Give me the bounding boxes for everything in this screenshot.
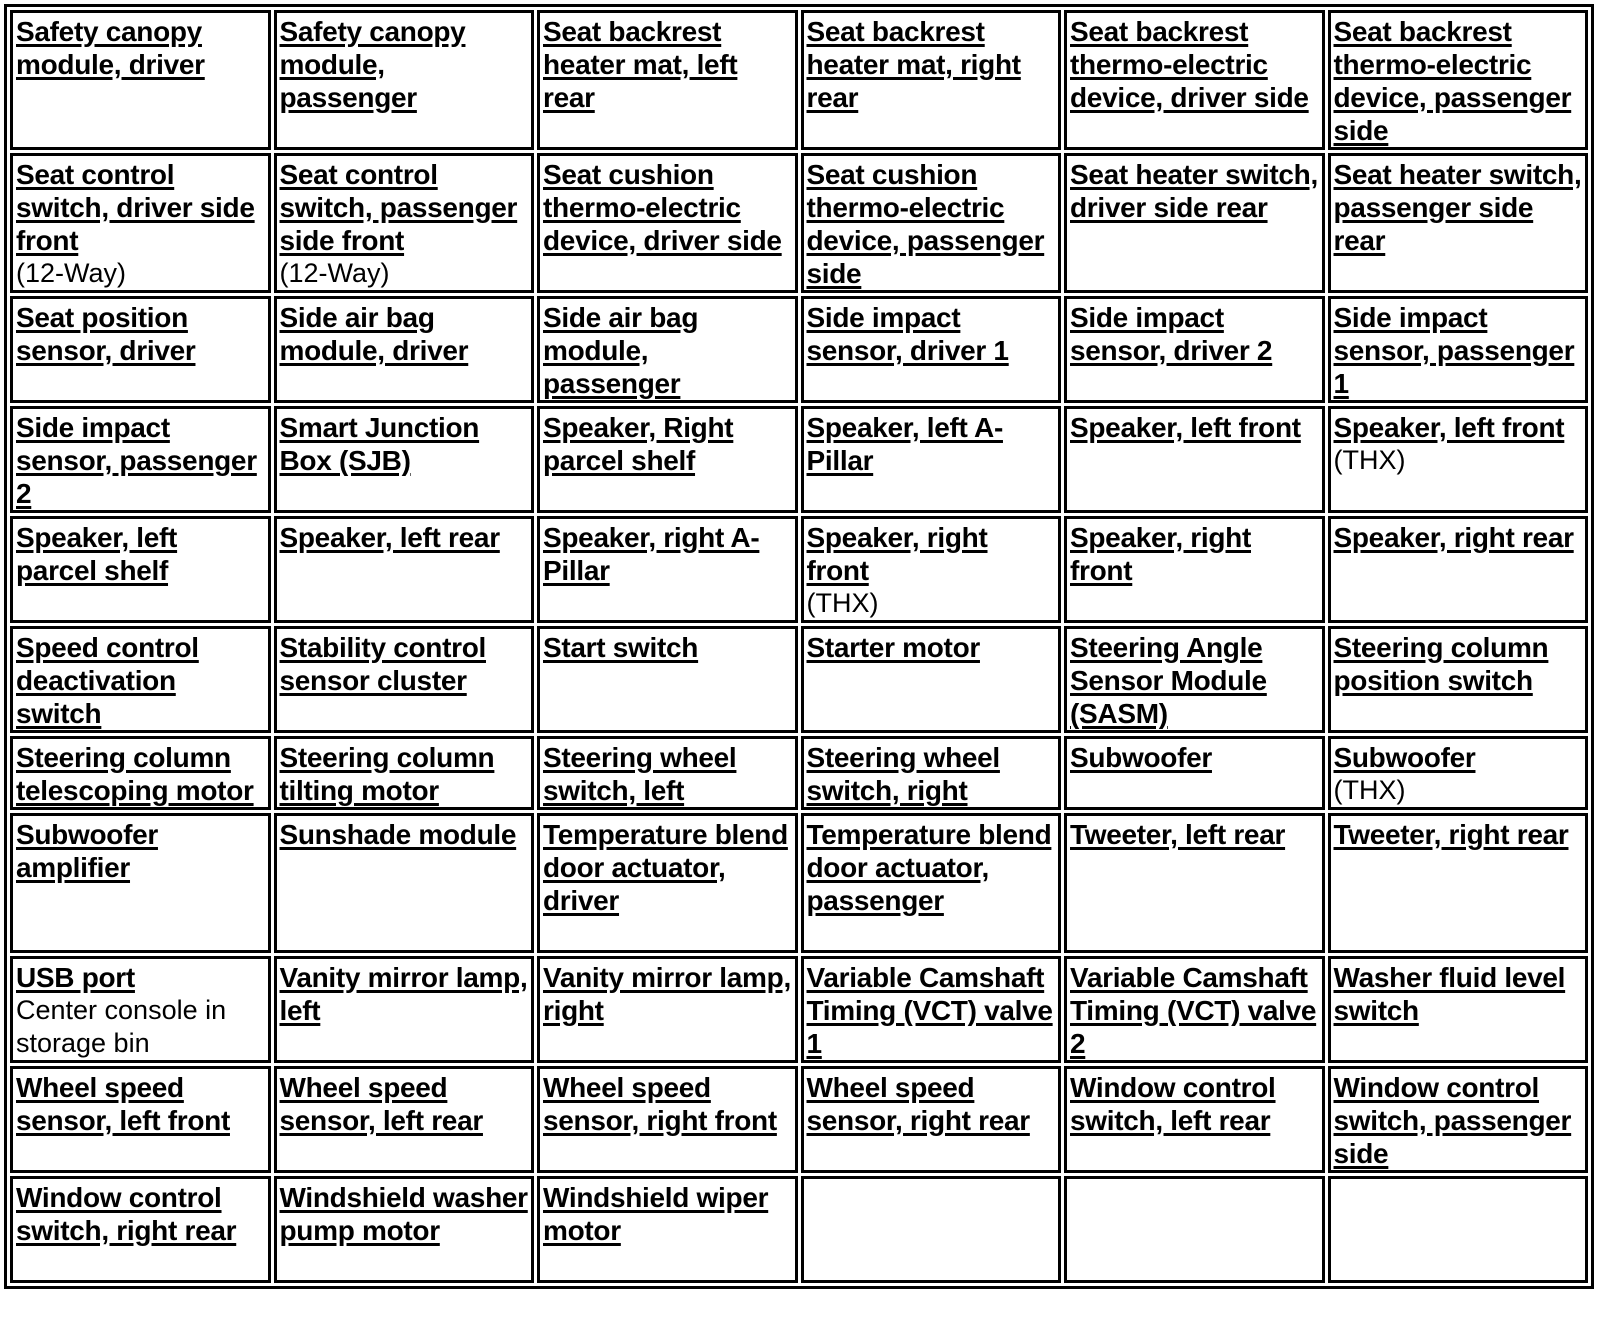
component-note: (THX) [1333,445,1406,475]
component-link[interactable]: Temperature blend door actuator, passenger [806,819,1052,916]
component-link[interactable]: Safety canopy module, passenger [279,16,466,113]
component-link[interactable]: USB port [16,962,135,993]
table-cell [1064,736,1325,810]
table-cell [801,1066,1062,1173]
component-link[interactable]: Wheel speed sensor, left front [16,1072,230,1136]
table-cell [10,296,271,403]
table-cell [10,626,271,733]
table-cell [10,813,271,953]
component-link[interactable]: Speaker, right A-Pillar [543,522,760,586]
table-cell [537,153,798,293]
component-link[interactable]: Steering wheel switch, right [806,742,1000,806]
component-link[interactable]: Speaker, right rear [1333,522,1574,553]
component-link[interactable]: Seat heater switch, passenger side rear [1333,159,1582,256]
component-link[interactable]: Side impact sensor, driver 2 [1070,302,1273,366]
table-cell [10,956,271,1063]
table-cell [801,406,1062,513]
table-cell [10,153,271,293]
table-cell [1328,516,1589,623]
table-row [10,626,1588,733]
table-cell [801,516,1062,623]
component-link[interactable]: Steering column telescoping motor [16,742,254,806]
component-link[interactable]: Speed control deactivation switch [16,632,199,729]
table-cell [1064,296,1325,403]
table-cell [1328,153,1589,293]
empty-cell [1064,1176,1325,1283]
table-cell [537,736,798,810]
component-link[interactable]: Steering column tilting motor [279,742,495,806]
component-link[interactable]: Subwoofer amplifier [16,819,158,883]
table-cell [1328,296,1589,403]
table-cell [1064,813,1325,953]
component-link[interactable]: Vanity mirror lamp, left [279,962,528,1026]
component-link[interactable]: Speaker, left front [1333,412,1565,443]
component-link[interactable]: Steering Angle Sensor Module (SASM) [1070,632,1267,729]
table-row [10,296,1588,403]
table-cell [801,736,1062,810]
component-note: (12-Way) [279,258,390,288]
table-cell [274,153,535,293]
component-link[interactable]: Seat heater switch, driver side rear [1070,159,1318,223]
table-row [10,813,1588,953]
component-link[interactable]: Subwoofer [1070,742,1212,773]
table-cell [801,296,1062,403]
component-index-table [4,4,1594,1289]
table-cell [10,516,271,623]
component-link[interactable]: Steering wheel switch, left [543,742,737,806]
table-cell [1328,813,1589,953]
table-cell [274,406,535,513]
component-link[interactable]: Windshield washer pump motor [279,1182,528,1246]
table-cell [537,516,798,623]
table-cell [274,736,535,810]
table-row [10,956,1588,1063]
table-cell [1064,406,1325,513]
table-cell [801,10,1062,150]
component-note: (THX) [806,588,879,618]
table-cell [537,813,798,953]
component-link[interactable]: Window control switch, passenger side [1333,1072,1572,1169]
component-link[interactable]: Seat backrest heater mat, right rear [806,16,1021,113]
component-link[interactable]: Side air bag module, passenger [543,302,699,399]
component-link[interactable]: Starter motor [806,632,980,663]
table-row [10,1176,1588,1283]
component-link[interactable]: Side impact sensor, passenger 2 [16,412,257,509]
component-note: Center console in storage bin [16,995,227,1058]
component-link[interactable]: Stability control sensor cluster [279,632,486,696]
table-cell [537,296,798,403]
table-cell [1328,956,1589,1063]
table-row [10,153,1588,293]
table-cell [274,296,535,403]
component-link[interactable]: Variable Camshaft Timing (VCT) valve 1 [806,962,1053,1059]
table-cell [801,813,1062,953]
table-cell [1328,626,1589,733]
table-cell [537,956,798,1063]
component-link[interactable]: Start switch [543,632,699,663]
component-link[interactable]: Seat cushion thermo-electric device, driver side [543,159,782,256]
table-cell [1064,956,1325,1063]
table-cell [801,956,1062,1063]
component-link[interactable]: Side impact sensor, driver 1 [806,302,1009,366]
component-link[interactable]: Wheel speed sensor, left rear [279,1072,483,1136]
component-link[interactable]: Window control switch, left rear [1070,1072,1276,1136]
component-link[interactable]: Speaker, Right parcel shelf [543,412,734,476]
table-cell [1328,1066,1589,1173]
table-cell [1064,516,1325,623]
component-link[interactable]: Seat cushion thermo-electric device, passenger side [806,159,1045,289]
empty-cell [1328,1176,1589,1283]
component-link[interactable]: Seat backrest thermo-electric device, driver side [1070,16,1309,113]
component-link[interactable]: Speaker, left rear [279,522,500,553]
table-cell [1328,10,1589,150]
component-link[interactable]: Speaker, left A-Pillar [806,412,1003,476]
table-row [10,516,1588,623]
table-row [10,1066,1588,1173]
table-cell [10,10,271,150]
component-link[interactable]: Smart Junction Box (SJB) [279,412,480,476]
component-link[interactable]: Subwoofer [1333,742,1476,773]
component-link[interactable]: Washer fluid level switch [1333,962,1566,1026]
table-row [10,10,1588,150]
component-link[interactable]: Speaker, left parcel shelf [16,522,178,586]
component-link[interactable]: Window control switch, right rear [16,1182,237,1246]
component-link[interactable]: Speaker, right front [1070,522,1251,586]
table-cell [10,406,271,513]
component-link[interactable]: Sunshade module [279,819,517,850]
empty-cell [801,1176,1062,1283]
component-link[interactable]: Side impact sensor, passenger 1 [1333,302,1575,399]
component-link[interactable]: Seat backrest thermo-electric device, passenger side [1333,16,1572,146]
component-link[interactable]: Variable Camshaft Timing (VCT) valve 2 [1070,962,1317,1059]
component-link[interactable]: Seat position sensor, driver [16,302,196,366]
component-link[interactable]: Speaker, left front [1070,412,1301,443]
table-cell [1328,406,1589,513]
component-link[interactable]: Tweeter, left rear [1070,819,1286,850]
component-link[interactable]: Wheel speed sensor, right front [543,1072,777,1136]
table-cell [1064,10,1325,150]
table-row [10,736,1588,810]
table-cell [1064,153,1325,293]
component-note: (12-Way) [16,258,127,288]
table-cell [537,406,798,513]
table-cell [537,626,798,733]
table-cell [537,1176,798,1283]
table-cell [1064,626,1325,733]
table-cell [801,626,1062,733]
table-cell [537,10,798,150]
component-link[interactable]: Windshield wiper motor [543,1182,769,1246]
table-cell [10,1066,271,1173]
table-cell [274,10,535,150]
table-cell [537,1066,798,1173]
table-cell [274,516,535,623]
component-link[interactable]: Temperature blend door actuator, driver [543,819,788,916]
table-cell [274,956,535,1063]
table-cell [10,1176,271,1283]
component-link[interactable]: Seat backrest heater mat, left rear [543,16,738,113]
component-link[interactable]: Side air bag module, driver [279,302,469,366]
table-cell [274,1066,535,1173]
table-cell [1064,1066,1325,1173]
component-link[interactable]: Steering column position switch [1333,632,1549,696]
table-cell [274,626,535,733]
component-link[interactable]: Tweeter, right rear [1333,819,1569,850]
component-link[interactable]: Seat control switch, driver side front [16,159,255,256]
component-link[interactable]: Safety canopy module, driver [16,16,205,80]
component-link[interactable]: Vanity mirror lamp, right [543,962,791,1026]
component-link[interactable]: Speaker, right front [806,522,988,586]
table-cell [274,813,535,953]
component-link[interactable]: Seat control switch, passenger side front [279,159,518,256]
table-cell [1328,736,1589,810]
table-cell [801,153,1062,293]
component-link[interactable]: Wheel speed sensor, right rear [806,1072,1030,1136]
component-note: (THX) [1333,775,1406,805]
table-cell [274,1176,535,1283]
table-cell [10,736,271,810]
table-row [10,406,1588,513]
